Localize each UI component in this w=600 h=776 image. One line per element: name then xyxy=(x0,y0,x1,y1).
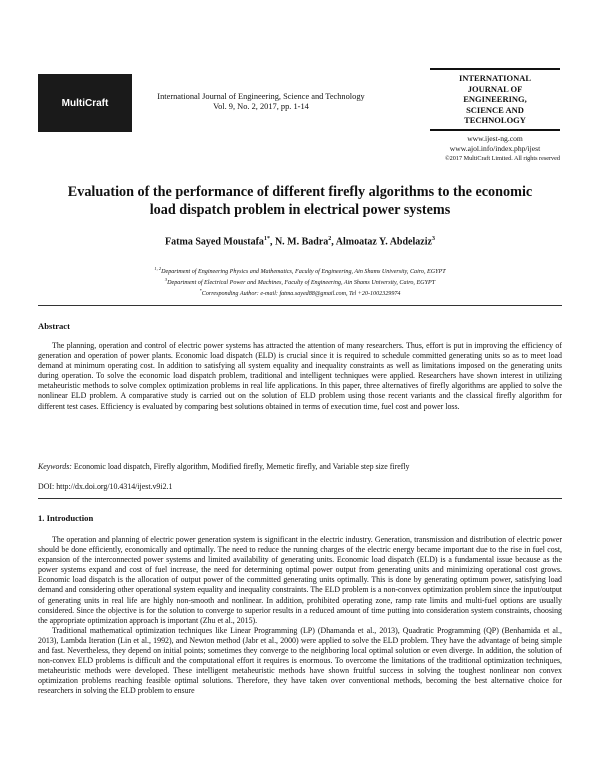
doi-link[interactable]: DOI: http://dx.doi.org/10.4314/ijest.v9i2.1 xyxy=(38,482,173,491)
author-list: Fatma Sayed Moustafa$^{1*}$, N. M. Badra$^2$, Almoataz Y. Abdelaziz$^3$ xyxy=(165,236,435,248)
journal-citation-line2: Vol. 9, No. 2, 2017, pp. 1-14 xyxy=(213,102,309,111)
affiliations xyxy=(60,265,540,298)
abstract-heading: Abstract xyxy=(38,321,70,331)
journal-name-line: ENGINEERING, xyxy=(463,94,527,104)
logo-text: MultiCraft xyxy=(61,97,109,109)
author-sup: 1* xyxy=(263,236,270,242)
corresponding-author: *Corresponding Author: e-mail: fatma.sayed88@gmail.com, Tel +20-1002329974 xyxy=(199,288,401,298)
abstract-body xyxy=(38,341,562,412)
introduction-heading: 1. Introduction xyxy=(38,513,94,523)
author-name: N. M. Badra xyxy=(274,236,329,248)
author-name: Fatma Sayed Moustafa xyxy=(165,236,264,248)
journal-ajol-link[interactable]: www.ajol.info/index.php/ijest xyxy=(449,143,541,153)
abstract-text: The planning, operation and control of electric power systems has attracted the attention of many researchers. Thus, effort is put in improving the efficiency of generation and operation of power plants. Economic load dispatch (ELD) is crucial since it is required to schedule committed generating units so as to meet load demand at minimum operating cost. In addition to satisfying all system equality and inequality constraints as well as limitations imposed on the generating units during operation. To solve the economic load dispatch problem, traditional and intelligent techniques were applied. Researchers have shown interest in utilizing metaheuristic methods to solve complex optimization problems in real life applications. In this paper, three alternatives of firefly algorithms are applied to solve the nonlinear ELD problem. A comparative study is carried out on the solution of ELD problem using those recent variants and the classical firefly algorithm for different test cases. Efficiency is evaluated by comparing best solutions obtained in terms of execution time, fuel cost and power loss. xyxy=(38,341,562,411)
multicraft-logo xyxy=(38,74,132,132)
journal-box xyxy=(430,68,560,163)
affiliation-1: $^{1, 2}$Department of Engineering Physics and Mathematics, Faculty of Engineering, Ain Shams University, Cairo, EGYPT xyxy=(154,266,446,276)
author-sup: 2 xyxy=(328,236,332,242)
divider-bottom xyxy=(38,498,562,499)
journal-name-line: JOURNAL OF xyxy=(467,83,523,94)
journal-name-line: SCIENCE AND xyxy=(466,104,524,115)
intro-paragraph-2: Traditional mathematical optimization techniques like Linear Programming (LP) (Dhamanda et al., 2013), Quadratic Programming (QP) (Benhamida et al., 2013), Lambda Iteration (Lin et al., 1992), and Newton method (Jabr et al., 2000) were applied to solve the ELD problem. They have the advantage of being simple and fast. Nevertheless, they depend on initial points; sometimes they converge to the neighboring local optimal solution or even diverge. In addition, the solution of non-convex ELD problems is difficult and the computational effort it requires is enormous. To overcome the limitations of the traditional optimization techniques, metaheuristic methods were developed. These intelligent metaheuristic methods have shown fruitful success in solving the toughest nonlinear non convex optimization problems reaching feasible optimal solutions. Therefore, they have taken over conventional methods, becoming the best alternative choice for researchers in solving the ELD problem to ensure xyxy=(38,625,562,696)
journal-url-link[interactable]: www.ijest-ng.com xyxy=(467,133,523,143)
keywords xyxy=(38,462,562,471)
divider-top xyxy=(38,305,562,306)
journal-name-line: TECHNOLOGY xyxy=(464,115,526,125)
keywords-label: Keywords: xyxy=(38,462,72,471)
paper-title xyxy=(30,183,570,219)
journal-header xyxy=(136,92,386,112)
journal-box-bottom-rule xyxy=(430,129,560,131)
journal-name xyxy=(430,70,560,129)
affiliation-2: $^3$Department of Electrical Power and Machines, Faculty of Engineering, Ain Shams University, Cairo, EGYPT xyxy=(164,277,436,287)
paper-title-line1: Evaluation of the performance of different firefly algorithms to the economic xyxy=(67,184,533,200)
journal-name-line: INTERNATIONAL xyxy=(458,73,532,83)
author-name: Almoataz Y. Abdelaziz xyxy=(335,236,432,248)
author-sup: 3 xyxy=(431,236,435,242)
introduction-body xyxy=(38,535,562,697)
paper-title-line2: load dispatch problem in electrical power systems xyxy=(149,202,451,218)
copyright-notice: ©2017 MultiCraft Limited. All rights reserved xyxy=(444,154,560,162)
journal-citation-line1: International Journal of Engineering, Science and Technology xyxy=(157,92,365,101)
intro-paragraph-1: The operation and planning of electric power generation system is significant in the electric industry. Generation, transmission and distribution of electric power should be done efficiently, economically and optimally. The need to reduce the running charges of the electric energy became important due to the rise in fuel cost, expansion of the interconnected power systems and limited availability of generating units. Economic load dispatch (ELD) is a fundamental issue because as the power systems expand and cost of fuel increase, the need for determining optimal power output from generating units and minimizing operational cost grows. Economic load dispatch is the allocation of output power of the committed generating units optimally. This is done by generating optimum power, satisfying load demand and considering other operational system equality and inequality constraints. The ELD problem is a non-convex optimization problem since the input/output of generating units in real life are highly non-smooth and nonlinear. In addition, prohibited operating zone, ramp rate limits and multi-fuel options are usually considered. Since the objective is for the solution to converge to superior results in a reduced amount of time putting into consideration system constraints, choosing the appropriate optimization approach is important (Zhu et al., 2015). xyxy=(38,535,562,625)
keywords-text: Economic load dispatch, Firefly algorithm, Modified firefly, Memetic firefly, and Variable step size firefly xyxy=(73,462,410,471)
